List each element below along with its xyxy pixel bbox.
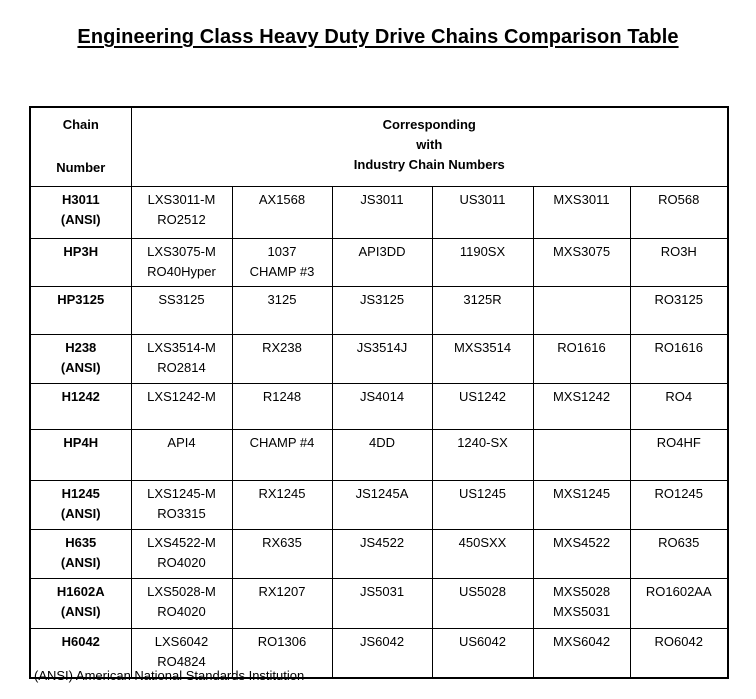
corresponding-chain-cell — [432, 530, 533, 579]
corresponding-chain-line: RO1616 — [654, 340, 703, 355]
page-title: Engineering Class Heavy Duty Drive Chains Comparison Table — [77, 26, 679, 48]
corresponding-chain-cell — [630, 335, 728, 384]
corresponding-chain-cell — [232, 579, 332, 629]
corresponding-chain-cell — [630, 629, 728, 679]
corresponding-chain-cell — [332, 384, 432, 430]
corresponding-chain-line: RX238 — [262, 340, 302, 355]
corresponding-chain-cell — [432, 579, 533, 629]
table-row — [30, 239, 728, 287]
chain-number-cell — [30, 335, 131, 384]
corresponding-chain-line: SS3125 — [158, 292, 205, 307]
chain-number-cell — [30, 430, 131, 481]
corresponding-chain-cell — [232, 481, 332, 530]
corresponding-chain-cell — [432, 430, 533, 481]
corresponding-chain-cell — [432, 384, 533, 430]
corresponding-chain-line: RO635 — [658, 535, 700, 550]
corresponding-chain-line: JS4014 — [359, 389, 405, 404]
corresponding-chain-cell — [630, 239, 728, 287]
chain-number-cell — [30, 384, 131, 430]
chain-number-line: HP4H — [63, 435, 99, 450]
corresponding-chain-cell — [533, 239, 630, 287]
corresponding-chain-line: MXS5031 — [552, 604, 611, 619]
comparison-table — [29, 106, 729, 679]
chain-number-line: (ANSI) — [60, 604, 101, 619]
table-row — [30, 287, 728, 335]
corresponding-chain-cell — [630, 481, 728, 530]
chain-number-line: HP3H — [63, 244, 99, 259]
corresponding-chain-line — [534, 290, 630, 310]
corresponding-chain-line: RO4020 — [157, 555, 206, 570]
corresponding-chain-line: 3125 — [267, 292, 297, 307]
corresponding-chain-cell — [533, 384, 630, 430]
footnote: (ANSI) American National Standards Institution — [34, 668, 305, 683]
table-row — [30, 335, 728, 384]
corresponding-chain-line: AX1568 — [258, 192, 306, 207]
corresponding-chain-cell — [232, 335, 332, 384]
corresponding-chain-line: 3125R — [463, 292, 502, 307]
corresponding-chain-line: LXS5028-M — [147, 584, 216, 599]
corresponding-chain-cell — [630, 384, 728, 430]
corresponding-chain-line: MXS6042 — [552, 634, 611, 649]
chain-number-line: H3011 — [61, 192, 100, 207]
corresponding-chain-line: RX1207 — [258, 584, 306, 599]
corresponding-chain-line: CHAMP #3 — [249, 264, 315, 279]
corresponding-chain-line: 1190SX — [459, 244, 506, 259]
corresponding-chain-line: RO1602AA — [645, 584, 712, 599]
corresponding-header-line: Industry Chain Numbers — [353, 157, 505, 172]
corresponding-chain-cell — [131, 579, 232, 629]
corresponding-chain-line: JS3514J — [356, 340, 408, 355]
corresponding-chain-line: LXS3011-M — [147, 192, 216, 207]
corresponding-chain-line: RO1306 — [257, 634, 307, 649]
corresponding-chain-cell — [332, 481, 432, 530]
corresponding-chain-line: CHAMP #4 — [249, 435, 315, 450]
chain-number-line: H635 — [65, 535, 97, 550]
table-row — [30, 579, 728, 629]
corresponding-chain-cell — [630, 187, 728, 239]
chain-number-line: H1245 — [61, 486, 100, 501]
chain-number-cell — [30, 579, 131, 629]
chain-number-line: H1602A — [56, 584, 105, 599]
corresponding-chain-line: MXS5028 — [552, 584, 611, 599]
corresponding-chain-line: LXS6042 — [154, 634, 209, 649]
corresponding-header-line: with — [416, 137, 443, 152]
number-header-line: Number — [56, 160, 106, 175]
corresponding-chain-line: JS4522 — [359, 535, 405, 550]
corresponding-chain-line: API4 — [167, 435, 196, 450]
corresponding-chain-cell — [232, 530, 332, 579]
table-row — [30, 530, 728, 579]
corresponding-chain-cell — [432, 629, 533, 679]
corresponding-chain-cell — [232, 287, 332, 335]
corresponding-chain-cell — [332, 335, 432, 384]
corresponding-chain-cell — [332, 287, 432, 335]
corresponding-chain-cell — [131, 481, 232, 530]
corresponding-chain-line: RX635 — [262, 535, 302, 550]
corresponding-chain-cell — [533, 629, 630, 679]
corresponding-chain-line — [534, 433, 630, 453]
table-row — [30, 187, 728, 239]
corresponding-chain-line: RO40Hyper — [147, 264, 216, 279]
corresponding-chain-line: 1240-SX — [457, 435, 508, 450]
corresponding-chain-cell — [630, 530, 728, 579]
table-header-row — [30, 107, 728, 187]
corresponding-chain-line: 4DD — [368, 435, 395, 450]
corresponding-chain-line: R1248 — [262, 389, 302, 404]
corresponding-chain-cell — [533, 287, 630, 335]
corresponding-chain-cell — [131, 287, 232, 335]
corresponding-chain-line: 1037 — [267, 244, 297, 259]
corresponding-chain-cell — [432, 239, 533, 287]
corresponding-chain-line: US5028 — [459, 584, 506, 599]
corresponding-chain-line: JS3125 — [359, 292, 405, 307]
chain-number-line: (ANSI) — [60, 212, 101, 227]
chain-number-cell — [30, 530, 131, 579]
corresponding-chain-line: MXS1242 — [552, 389, 611, 404]
corresponding-chain-cell — [533, 579, 630, 629]
chain-number-line: H6042 — [61, 634, 100, 649]
corresponding-chain-cell — [131, 335, 232, 384]
corresponding-chain-line: LXS3514-M — [147, 340, 216, 355]
corresponding-chain-line: MXS4522 — [552, 535, 611, 550]
corresponding-chain-line: JS5031 — [359, 584, 405, 599]
corresponding-chain-cell — [232, 187, 332, 239]
corresponding-chain-line: RO3H — [660, 244, 697, 259]
corresponding-chain-cell — [332, 430, 432, 481]
corresponding-chain-line: US1245 — [459, 486, 506, 501]
corresponding-chain-cell — [630, 287, 728, 335]
table-row — [30, 384, 728, 430]
corresponding-chain-cell — [432, 335, 533, 384]
corresponding-chain-line: RO568 — [658, 192, 700, 207]
chain-number-line: H238 — [65, 340, 97, 355]
chain-number-header — [30, 107, 131, 187]
corresponding-chain-line: MXS3011 — [553, 192, 610, 207]
corresponding-chain-cell — [533, 481, 630, 530]
corresponding-chain-cell — [131, 187, 232, 239]
corresponding-chain-cell — [533, 187, 630, 239]
table-row — [30, 481, 728, 530]
corresponding-chain-line: JS1245A — [355, 486, 409, 501]
corresponding-chain-cell — [332, 579, 432, 629]
corresponding-chain-cell — [332, 239, 432, 287]
corresponding-chain-line: 450SXX — [458, 535, 507, 550]
corresponding-chain-line: RO4824 — [157, 654, 206, 669]
corresponding-chain-line: LXS1242-M — [147, 389, 216, 404]
chain-number-line: (ANSI) — [60, 360, 101, 375]
chain-number-cell — [30, 287, 131, 335]
corresponding-chain-line: RO2512 — [157, 212, 206, 227]
corresponding-chain-line: MXS3514 — [453, 340, 512, 355]
corresponding-chain-cell — [131, 239, 232, 287]
corresponding-chain-cell — [432, 481, 533, 530]
corresponding-chain-line: RO1245 — [654, 486, 703, 501]
corresponding-header — [131, 107, 728, 187]
corresponding-chain-cell — [232, 430, 332, 481]
corresponding-chain-line: RO4020 — [157, 604, 206, 619]
corresponding-chain-cell — [232, 384, 332, 430]
chain-number-cell — [30, 239, 131, 287]
corresponding-chain-line: US6042 — [459, 634, 506, 649]
corresponding-chain-cell — [131, 530, 232, 579]
corresponding-chain-cell — [332, 629, 432, 679]
corresponding-chain-line: MXS1245 — [552, 486, 611, 501]
corresponding-chain-line: RO3315 — [157, 506, 206, 521]
corresponding-chain-line: RO2814 — [157, 360, 206, 375]
chain-number-line: (ANSI) — [60, 506, 101, 521]
corresponding-chain-line: RO6042 — [654, 634, 703, 649]
corresponding-chain-line: LXS1245-M — [147, 486, 216, 501]
corresponding-chain-cell — [332, 530, 432, 579]
corresponding-chain-cell — [630, 579, 728, 629]
corresponding-chain-cell — [332, 187, 432, 239]
corresponding-chain-line: RO1616 — [557, 340, 606, 355]
corresponding-chain-cell — [630, 430, 728, 481]
chain-number-line: HP3125 — [57, 292, 105, 307]
corresponding-chain-line: LXS3075-M — [147, 244, 216, 259]
chain-header-line: Chain — [62, 117, 99, 132]
corresponding-chain-line: API3DD — [358, 244, 406, 259]
corresponding-header-line: Corresponding — [382, 117, 476, 132]
corresponding-chain-line: RO4HF — [656, 435, 701, 450]
chain-number-cell — [30, 187, 131, 239]
corresponding-chain-cell — [432, 187, 533, 239]
chain-number-line: H1242 — [61, 389, 100, 404]
chain-number-cell — [30, 481, 131, 530]
corresponding-chain-cell — [533, 530, 630, 579]
corresponding-chain-cell — [533, 430, 630, 481]
corresponding-chain-cell — [432, 287, 533, 335]
corresponding-chain-line: JS3011 — [360, 192, 404, 207]
corresponding-chain-line: LXS4522-M — [147, 535, 216, 550]
corresponding-chain-cell — [232, 239, 332, 287]
corresponding-chain-line: RO4 — [665, 389, 693, 404]
corresponding-chain-cell — [131, 384, 232, 430]
table-row — [30, 430, 728, 481]
corresponding-chain-line: US3011 — [459, 192, 506, 207]
corresponding-chain-line: US1242 — [459, 389, 506, 404]
corresponding-chain-line: RO3125 — [654, 292, 703, 307]
corresponding-chain-line: MXS3075 — [552, 244, 611, 259]
corresponding-chain-cell — [131, 430, 232, 481]
corresponding-chain-line: RX1245 — [258, 486, 306, 501]
chain-number-line: (ANSI) — [60, 555, 101, 570]
corresponding-chain-cell — [533, 335, 630, 384]
corresponding-chain-line: JS6042 — [359, 634, 405, 649]
